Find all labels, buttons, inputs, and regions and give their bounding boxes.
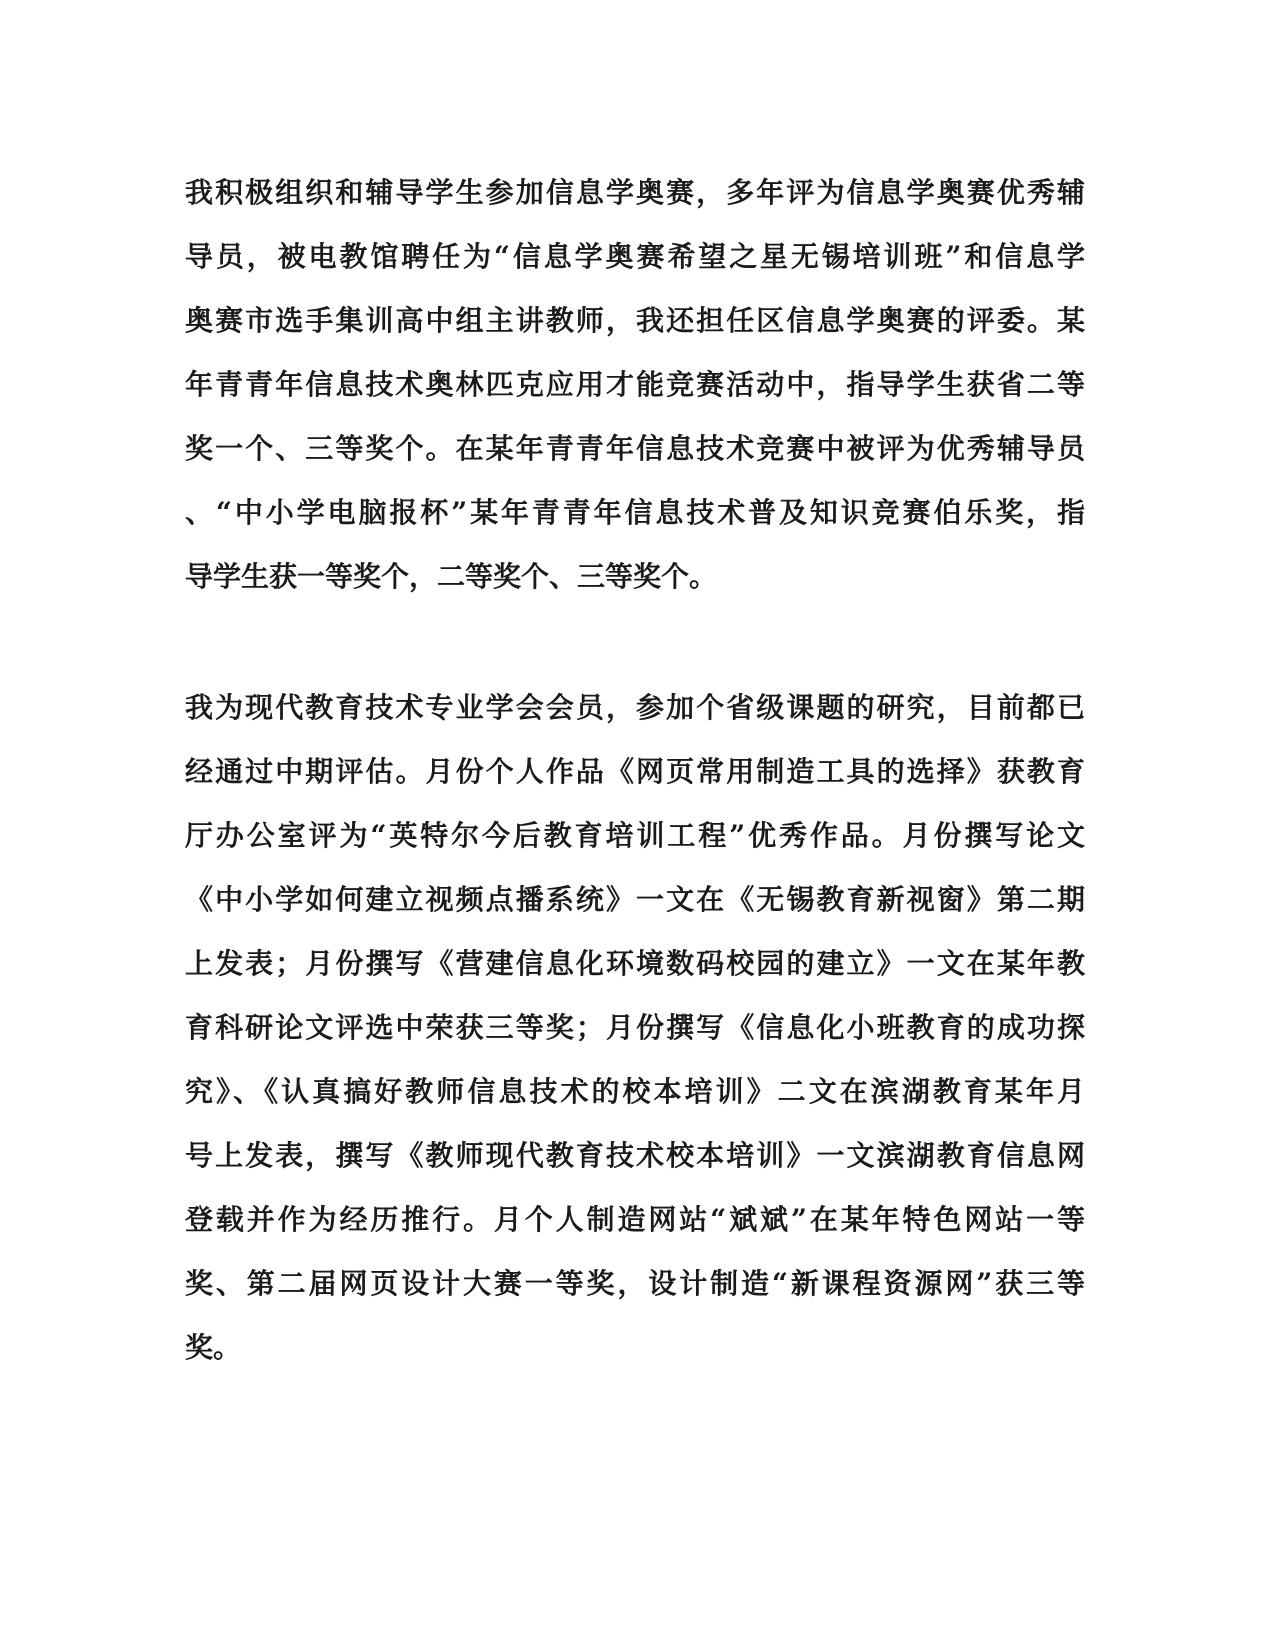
paragraph-olympiad-coaching [185, 161, 1085, 609]
text-line: 号上发表，撰写《教师现代教育技术校本培训》一文滨湖教育信息网 [185, 1139, 1085, 1172]
text-line: 究》、《认真搞好教师信息技术的校本培训》二文在滨湖教育某年月 [185, 1075, 1085, 1108]
text-line: 奖、第二届网页设计大赛一等奖，设计制造“新课程资源网”获三等 [185, 1267, 1085, 1300]
text-line: 奥赛市选手集训高中组主讲教师，我还担任区信息学奥赛的评委。某 [185, 304, 1085, 337]
text-line: 上发表；月份撰写《营建信息化环境数码校园的建立》一文在某年教 [185, 947, 1085, 980]
text-line: 我积极组织和辅导学生参加信息学奥赛，多年评为信息学奥赛优秀辅 [185, 176, 1085, 209]
text-line: 《中小学如何建立视频点播系统》一文在《无锡教育新视窗》第二期 [185, 883, 1085, 916]
text-line: 登载并作为经历推行。月个人制造网站“斌斌”在某年特色网站一等 [185, 1203, 1085, 1236]
text-line: 导员，被电教馆聘任为“信息学奥赛希望之星无锡培训班”和信息学 [185, 240, 1085, 273]
text-line: 我为现代教育技术专业学会会员，参加个省级课题的研究，目前都已 [185, 691, 1085, 724]
text-line: 育科研论文评选中荣获三等奖；月份撰写《信息化小班教育的成功探 [185, 1011, 1085, 1044]
text-line: 厅办公室评为“英特尔今后教育培训工程”优秀作品。月份撰写论文 [185, 819, 1085, 852]
text-line: 导学生获一等奖个，二等奖个、三等奖个。 [185, 560, 718, 593]
text-line: 、“中小学电脑报杯”某年青青年信息技术普及知识竞赛伯乐奖，指 [185, 496, 1085, 529]
text-line: 奖。 [185, 1331, 242, 1364]
text-line: 经通过中期评估。月份个人作品《网页常用制造工具的选择》获教育 [185, 755, 1085, 788]
paragraph-research-publications [185, 676, 1085, 1380]
text-line: 年青青年信息技术奥林匹克应用才能竞赛活动中，指导学生获省二等 [185, 368, 1085, 401]
text-line: 奖一个、三等奖个。在某年青青年信息技术竞赛中被评为优秀辅导员 [185, 432, 1085, 465]
